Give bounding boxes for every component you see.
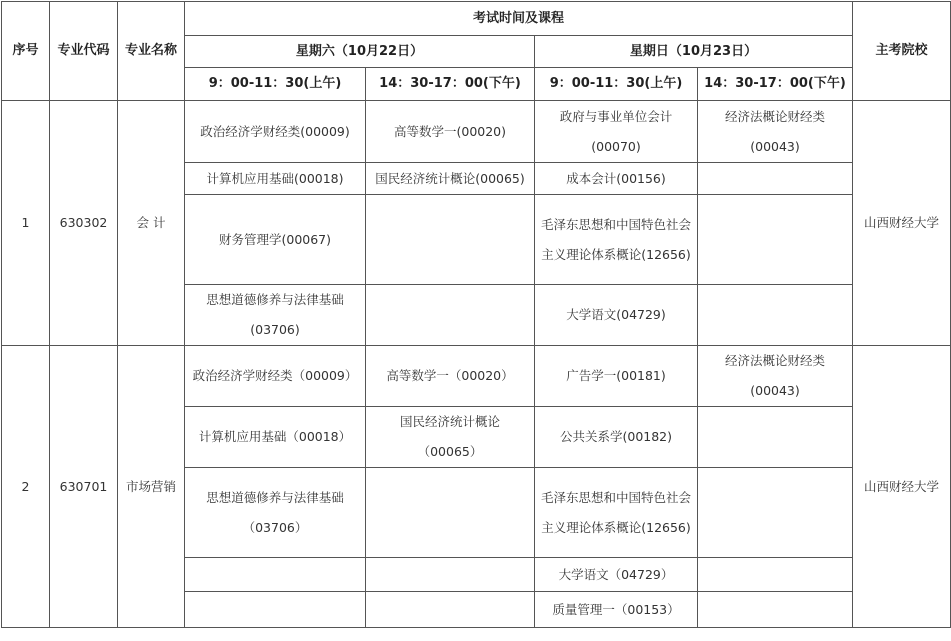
course-cell	[698, 195, 853, 285]
seq-cell: 1	[2, 101, 50, 346]
header-major-name: 专业名称	[118, 2, 185, 101]
course-cell	[698, 285, 853, 346]
course-cell	[698, 558, 853, 592]
course-cell: 公共关系学(00182)	[535, 407, 698, 468]
course-cell: 高等数学一(00020)	[366, 101, 535, 163]
course-cell: 广告学一(00181)	[535, 346, 698, 407]
exam-schedule-table	[1, 1, 951, 628]
course-cell: 质量管理一（00153）	[535, 592, 698, 628]
course-cell: 思想道德修养与法律基础（03706）	[185, 468, 366, 558]
course-cell: 政治经济学财经类（00009）	[185, 346, 366, 407]
course-cell: 计算机应用基础（00018）	[185, 407, 366, 468]
major-code-cell: 630701	[50, 346, 118, 628]
course-cell: 国民经济统计概论（00065）	[366, 407, 535, 468]
header-saturday: 星期六（10月22日）	[185, 36, 535, 68]
seq-cell: 2	[2, 346, 50, 628]
course-cell: 政府与事业单位会计(00070)	[535, 101, 698, 163]
course-cell: 毛泽东思想和中国特色社会主义理论体系概论(12656)	[535, 468, 698, 558]
course-cell	[698, 407, 853, 468]
course-cell	[366, 195, 535, 285]
course-cell: 高等数学一（00020）	[366, 346, 535, 407]
course-cell	[366, 285, 535, 346]
course-cell: 成本会计(00156)	[535, 163, 698, 195]
course-cell	[185, 592, 366, 628]
header-seq: 序号	[2, 2, 50, 101]
school-cell: 山西财经大学	[853, 346, 951, 628]
table-row	[2, 101, 951, 163]
header-slot-sat-am: 9：00-11：30(上午)	[185, 68, 366, 101]
school-cell: 山西财经大学	[853, 101, 951, 346]
course-cell: 大学语文(04729)	[535, 285, 698, 346]
header-sunday: 星期日（10月23日）	[535, 36, 853, 68]
major-code-cell: 630302	[50, 101, 118, 346]
course-cell	[698, 163, 853, 195]
course-cell: 大学语文（04729）	[535, 558, 698, 592]
header-slot-sun-pm: 14：30-17：00(下午)	[698, 68, 853, 101]
course-cell: 毛泽东思想和中国特色社会主义理论体系概论(12656)	[535, 195, 698, 285]
header-slot-sun-am: 9：00-11：30(上午)	[535, 68, 698, 101]
course-cell: 计算机应用基础(00018)	[185, 163, 366, 195]
course-cell	[366, 592, 535, 628]
header-major-code: 专业代码	[50, 2, 118, 101]
course-cell: 经济法概论财经类(00043)	[698, 101, 853, 163]
major-name-cell: 市场营销	[118, 346, 185, 628]
course-cell: 国民经济统计概论(00065)	[366, 163, 535, 195]
header-slot-sat-pm: 14：30-17：00(下午)	[366, 68, 535, 101]
major-name-cell: 会 计	[118, 101, 185, 346]
course-cell: 思想道德修养与法律基础(03706)	[185, 285, 366, 346]
course-cell: 政治经济学财经类(00009)	[185, 101, 366, 163]
course-cell	[366, 468, 535, 558]
header-main-school: 主考院校	[853, 2, 951, 101]
course-cell: 经济法概论财经类(00043)	[698, 346, 853, 407]
course-cell	[366, 558, 535, 592]
course-cell	[185, 558, 366, 592]
table-row	[2, 346, 951, 407]
header-exam-time-courses: 考试时间及课程	[185, 2, 853, 36]
course-cell: 财务管理学(00067)	[185, 195, 366, 285]
course-cell	[698, 592, 853, 628]
course-cell	[698, 468, 853, 558]
